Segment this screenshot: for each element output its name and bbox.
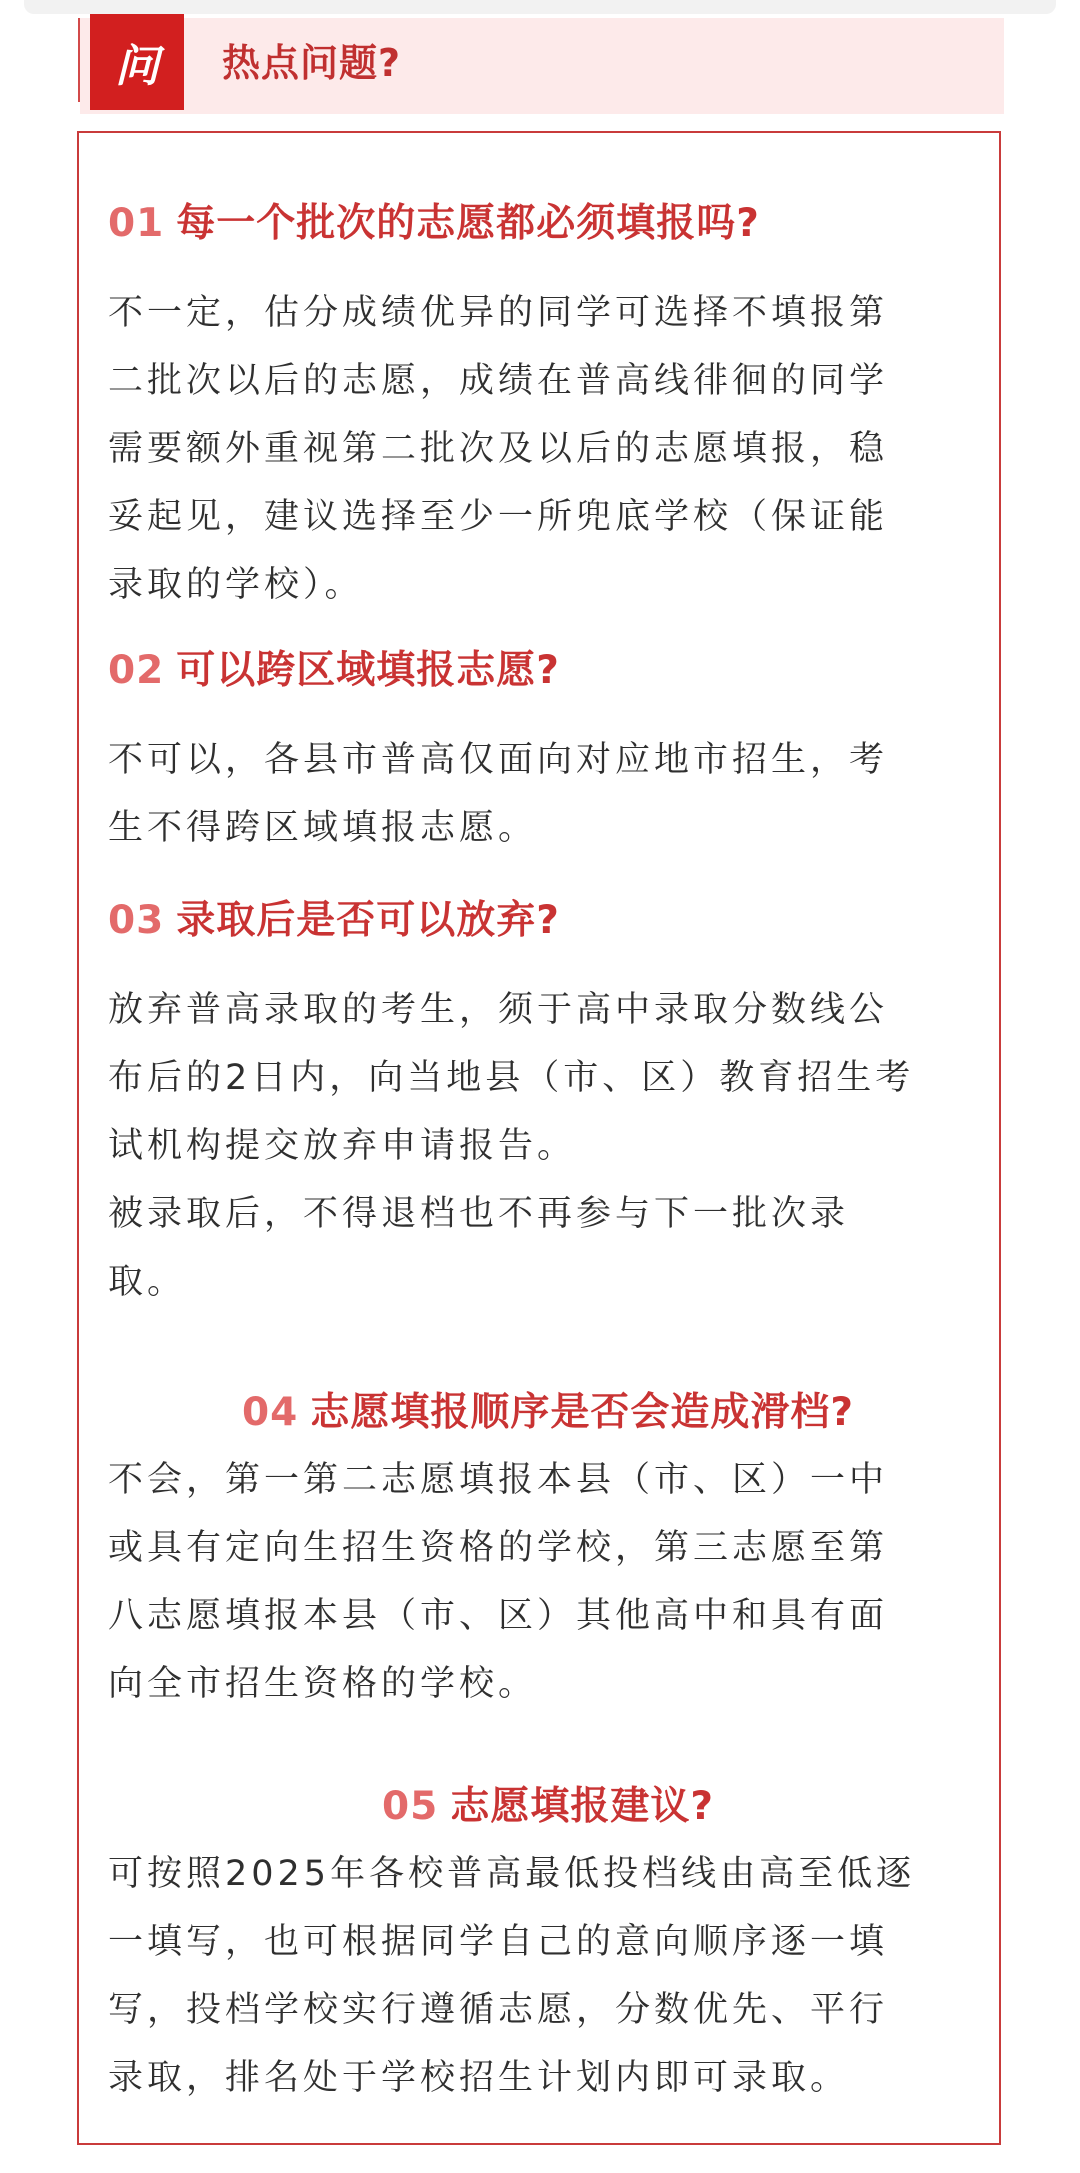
section-header bbox=[80, 18, 1004, 114]
answer-line: 一填写，也可根据同学自己的意向顺序逐一填 bbox=[108, 1922, 889, 1962]
question-title bbox=[108, 1384, 988, 1442]
answer-line: 八志愿填报本县（市、区）其他高中和具有面 bbox=[108, 1596, 889, 1636]
faq-item-4 bbox=[108, 1384, 988, 1718]
answer-line: 不会，第一第二志愿填报本县（市、区）一中 bbox=[108, 1460, 889, 1500]
question-text: 志愿填报建议? bbox=[450, 1784, 714, 1829]
answer-line: 录取，排名处于学校招生计划内即可录取。 bbox=[108, 2058, 850, 2098]
question-number: 02 bbox=[108, 648, 165, 693]
faq-item-2 bbox=[108, 642, 988, 862]
answer-text bbox=[108, 1446, 988, 1718]
answer-line: 可按照2025年各校普高最低投档线由高至低逐 bbox=[108, 1854, 916, 1894]
answer-line: 不可以，各县市普高仅面向对应地市招生，考 bbox=[108, 740, 889, 780]
section-title: 热点问题? bbox=[222, 41, 402, 85]
answer-line: 向全市招生资格的学校。 bbox=[108, 1664, 538, 1704]
answer-line: 试机构提交放弃申请报告。 bbox=[108, 1126, 577, 1166]
question-badge-icon bbox=[90, 14, 184, 110]
question-title bbox=[108, 642, 988, 700]
answer-line: 需要额外重视第二批次及以后的志愿填报，稳 bbox=[108, 429, 889, 469]
question-number: 01 bbox=[108, 201, 165, 246]
answer-line: 二批次以后的志愿，成绩在普高线徘徊的同学 bbox=[108, 361, 889, 401]
answer-line: 取。 bbox=[108, 1262, 187, 1302]
answer-text bbox=[108, 1840, 988, 2112]
answer-text bbox=[108, 976, 988, 1316]
answer-line: 被录取后，不得退档也不再参与下一批次录 bbox=[108, 1194, 850, 1234]
question-number: 03 bbox=[108, 898, 165, 943]
answer-line: 不一定，估分成绩优异的同学可选择不填报第 bbox=[108, 293, 889, 333]
question-title bbox=[108, 195, 988, 253]
header-accent-line bbox=[78, 18, 80, 102]
question-number: 04 bbox=[242, 1390, 299, 1435]
question-text: 可以跨区域填报志愿? bbox=[176, 648, 560, 693]
answer-line: 放弃普高录取的考生，须于高中录取分数线公 bbox=[108, 990, 889, 1030]
answer-text bbox=[108, 726, 988, 862]
answer-line: 布后的2日内，向当地县（市、区）教育招生考 bbox=[108, 1058, 915, 1098]
answer-line: 生不得跨区域填报志愿。 bbox=[108, 808, 538, 848]
faq-item-1 bbox=[108, 195, 988, 619]
faq-item-5 bbox=[108, 1778, 988, 2112]
answer-line: 妥起见，建议选择至少一所兜底学校（保证能 bbox=[108, 497, 889, 537]
question-text: 志愿填报顺序是否会造成滑档? bbox=[310, 1390, 854, 1435]
badge-text: 问 bbox=[115, 41, 159, 92]
question-text: 录取后是否可以放弃? bbox=[176, 898, 560, 943]
question-number: 05 bbox=[382, 1784, 439, 1829]
faq-item-3 bbox=[108, 892, 988, 1316]
question-title bbox=[108, 1778, 988, 1836]
question-title bbox=[108, 892, 988, 950]
answer-line: 写，投档学校实行遵循志愿，分数优先、平行 bbox=[108, 1990, 889, 2030]
previous-card-edge bbox=[24, 0, 1056, 14]
answer-text bbox=[108, 279, 988, 619]
answer-line: 录取的学校）。 bbox=[108, 565, 364, 605]
question-text: 每一个批次的志愿都必须填报吗? bbox=[176, 201, 760, 246]
answer-line: 或具有定向生招生资格的学校，第三志愿至第 bbox=[108, 1528, 889, 1568]
